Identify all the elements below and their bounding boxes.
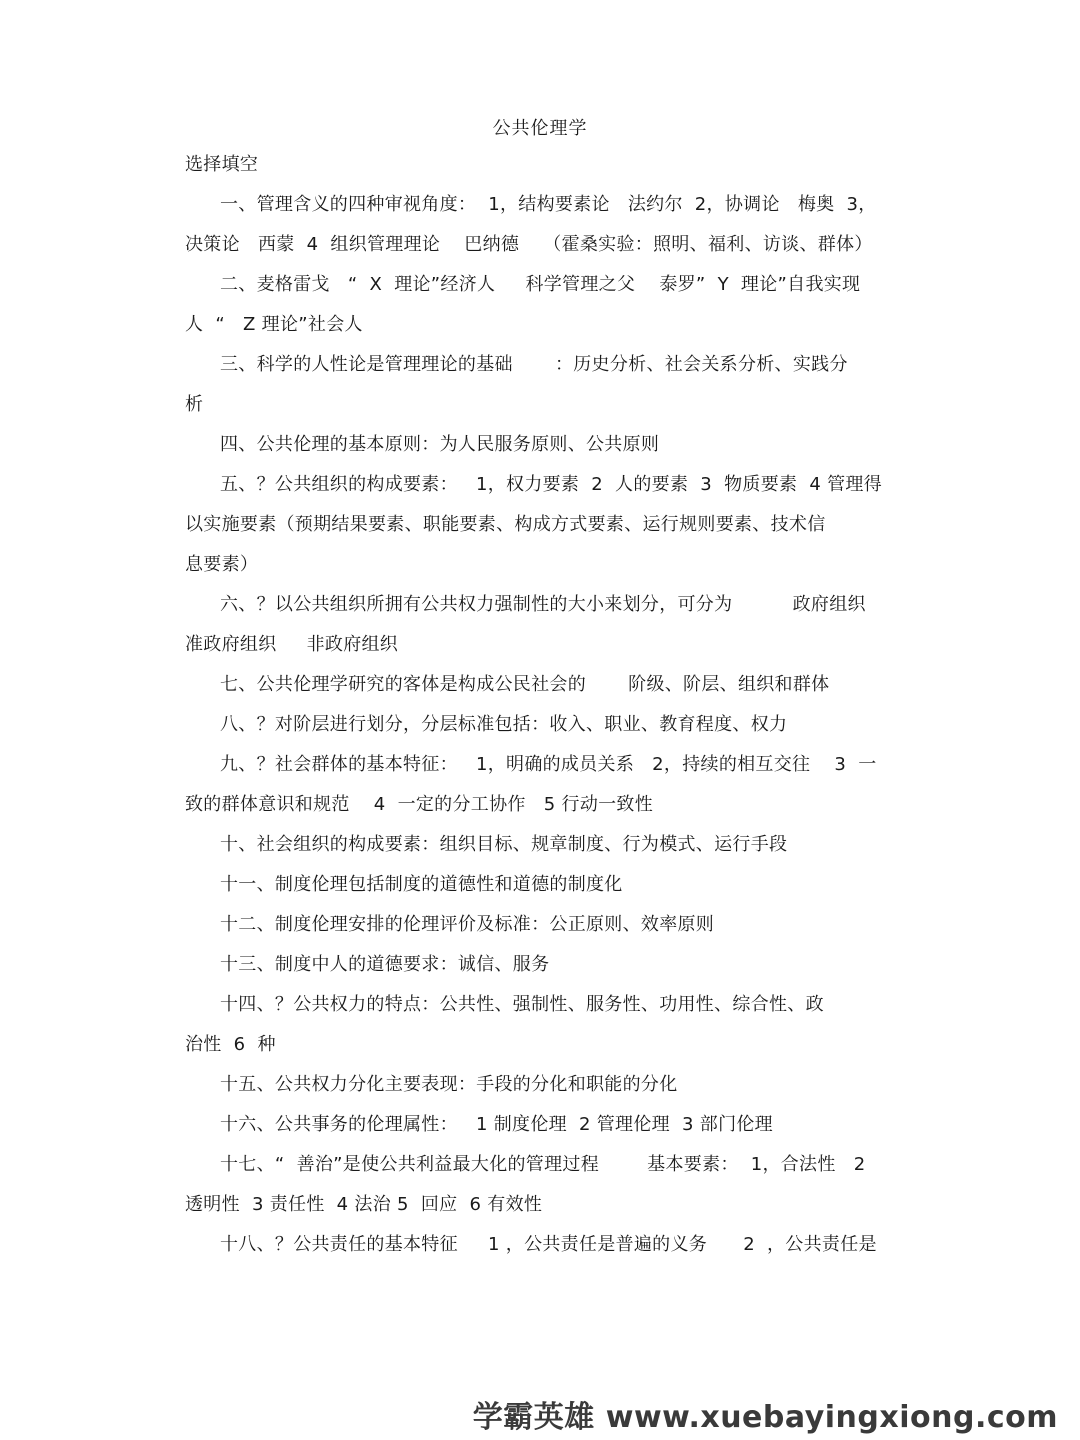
text-line: 决策论 西蒙 4 组织管理理论 巴纳德 （霍桑实验：照明、福利、访谈、群体）: [185, 234, 873, 255]
text-line: 十六、公共事务的伦理属性： 1 制度伦理 2 管理伦理 3 部门伦理: [220, 1114, 773, 1135]
text-line: 五、？公共组织的构成要素： 1，权力要素 2 人的要素 3 物质要素 4 管理得: [220, 474, 883, 495]
text-line: 以实施要素（预期结果要素、职能要素、构成方式要素、运行规则要素、技术信: [185, 514, 826, 535]
text-line: 六、？以公共组织所拥有公共权力强制性的大小来划分，可分为 政府组织: [220, 594, 866, 615]
text-line: 十四、？公共权力的特点：公共性、强制性、服务性、功用性、综合性、政: [220, 994, 824, 1015]
document-title: 公共伦理学: [492, 118, 588, 139]
text-line: 八、？对阶层进行划分，分层标准包括：收入、职业、教育程度、权力: [220, 714, 788, 735]
site-watermark: 学霸英雄 www.xuebayingxiong.com: [472, 1400, 1058, 1435]
text-line: 七、公共伦理学研究的客体是构成公民社会的 阶级、阶层、组织和群体: [220, 674, 830, 695]
text-line: 九、？社会群体的基本特征： 1，明确的成员关系 2，持续的相互交往 3 一: [220, 754, 877, 775]
text-line: 准政府组织 非政府组织: [185, 634, 399, 655]
text-line: 三、科学的人性论是管理理论的基础 ：历史分析、社会关系分析、实践分: [220, 354, 848, 375]
text-line: 致的群体意识和规范 4 一定的分工协作 5 行动一致性: [185, 794, 654, 815]
text-line: 透明性 3 责任性 4 法治 5 回应 6 有效性: [185, 1194, 543, 1215]
text-line: 十二、制度伦理安排的伦理评价及标准：公正原则、效率原则: [220, 914, 715, 935]
text-line: 四、公共伦理的基本原则：为人民服务原则、公共原则: [220, 434, 660, 455]
text-line: 治性 6 种: [185, 1034, 276, 1055]
text-line: 十八、？公共责任的基本特征 1 ，公共责任是普遍的义务 2 ，公共责任是: [220, 1234, 877, 1255]
text-line: 十一、制度伦理包括制度的道德性和道德的制度化: [220, 874, 623, 895]
text-line: 人 “ Z 理论”社会人: [185, 314, 363, 335]
text-line: 十五、公共权力分化主要表现：手段的分化和职能的分化: [220, 1074, 678, 1095]
text-line: 息要素）: [185, 554, 259, 575]
text-line: 一、管理含义的四种审视角度： 1，结构要素论 法约尔 2，协调论 梅奥 3，: [220, 194, 877, 215]
text-line: 十、社会组织的构成要素：组织目标、规章制度、行为模式、运行手段: [220, 834, 788, 855]
section-heading: 选择填空: [185, 154, 259, 175]
text-line: 析: [185, 394, 204, 415]
text-line: 十三、制度中人的道德要求：诚信、服务: [220, 954, 550, 975]
text-line: 二、麦格雷戈 “ X 理论”经济人 科学管理之父 泰罗” Y 理论”自我实现: [220, 274, 861, 295]
text-line: 十七、“ 善治”是使公共利益最大化的管理过程 基本要素： 1，合法性 2: [220, 1154, 866, 1175]
